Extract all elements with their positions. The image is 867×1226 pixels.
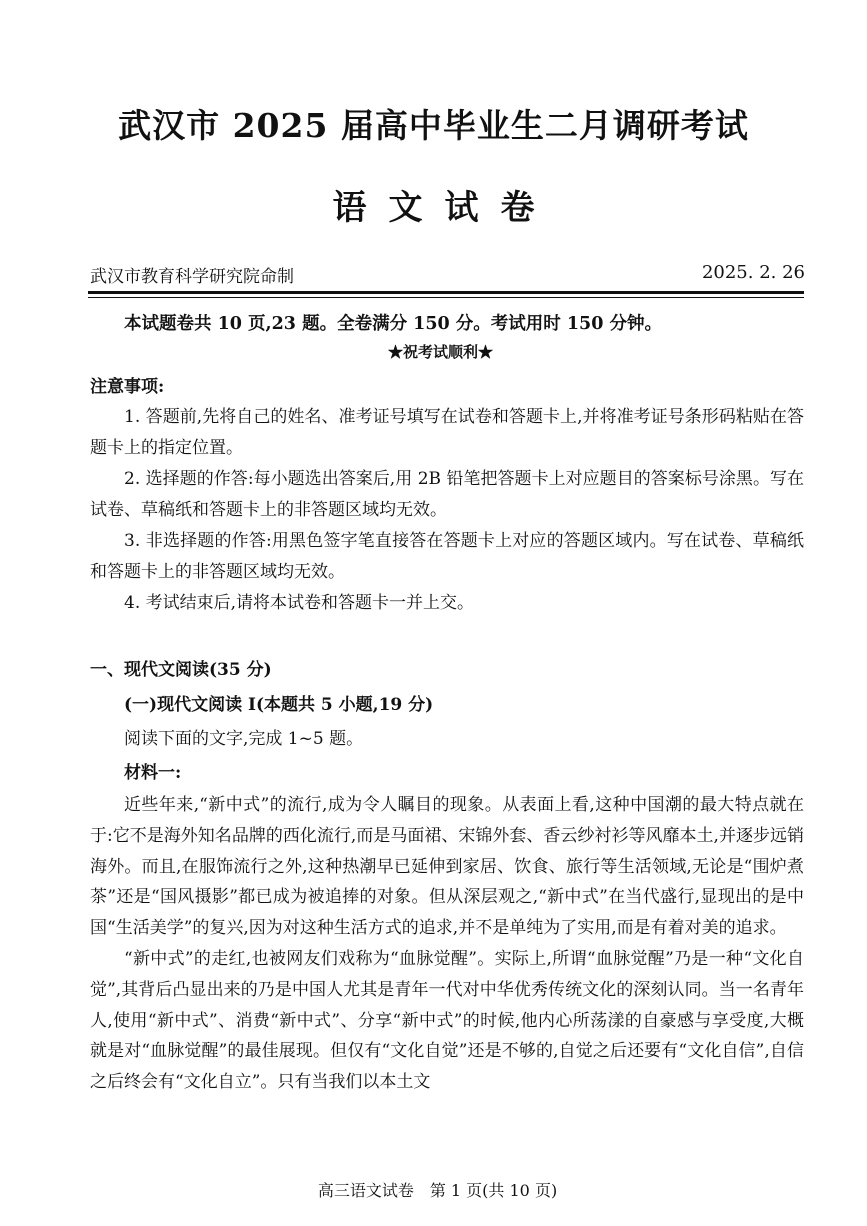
reading-instruction: 阅读下面的文字,完成 1~5 题。 bbox=[124, 729, 364, 749]
reading-passage bbox=[90, 790, 804, 1098]
notice-list bbox=[90, 402, 804, 619]
exam-subject-title: 语文试卷 bbox=[332, 188, 557, 228]
exam-summary: 本试题卷共 10 页,23 题。全卷满分 150 分。考试用时 150 分钟。 bbox=[124, 314, 663, 334]
notice-item: 2. 选择题的作答:每小题选出答案后,用 2B 铅笔把答题卡上对应题目的答案标号涂黑。写在试卷、草稿纸和答题卡上的非答题区域均无效。 bbox=[90, 469, 804, 520]
notice-item: 4. 考试结束后,请将本试卷和答题卡一并上交。 bbox=[124, 593, 475, 613]
subsection-heading: (一)现代文阅读 I(本题共 5 小题,19 分) bbox=[124, 695, 434, 715]
passage-paragraph: “新中式”的走红,也被网友们戏称为“血脉觉醒”。实际上,所谓“血脉觉醒”乃是一种“文化自觉”,其背后凸显出来的乃是中国人尤其是青年一代对中华优秀传统文化的深刻认同。当一名青年人,使用“新中式”、消费“新中式”、分享“新中式”的时候,他内心所荡漾的自豪感与享受度,大概就是对“血脉觉醒”的最佳展现。但仅有“文化自觉”还是不够的,自觉之后还要有“文化自信”,自信之后终会有“文化自立”。只有当我们以本土文 bbox=[90, 948, 804, 1093]
header-rule-thin bbox=[88, 297, 804, 298]
notice-item: 3. 非选择题的作答:用黑色签字笔直接答在答题卡上对应的答题区域内。写在试卷、草稿纸和答题卡上的非答题区域均无效。 bbox=[90, 531, 804, 582]
page-footer: 高三语文试卷 第 1 页(共 10 页) bbox=[317, 1181, 558, 1200]
issuer-text: 武汉市教育科学研究院命制 bbox=[90, 267, 294, 287]
exam-date: 2025. 2. 26 bbox=[701, 262, 805, 283]
header-rule-thick bbox=[88, 291, 804, 294]
blessing-line: ★祝考试顺利★ bbox=[387, 343, 493, 361]
section-heading: 一、现代文阅读(35 分) bbox=[90, 660, 272, 680]
exam-title: 武汉市 2025 届高中毕业生二月调研考试 bbox=[118, 106, 749, 145]
notice-item: 1. 答题前,先将自己的姓名、准考证号填写在试卷和答题卡上,并将准考证号条形码粘贴在答题卡上的指定位置。 bbox=[90, 407, 804, 458]
material-label: 材料一: bbox=[124, 763, 182, 783]
passage-paragraph: 近些年来,“新中式”的流行,成为令人瞩目的现象。从表面上看,这种中国潮的最大特点就在于:它不是海外知名品牌的西化流行,而是马面裙、宋锦外套、香云纱衬衫等风靡本土,并逐步远销海外。而且,在服饰流行之外,这种热潮早已延伸到家居、饮食、旅行等生活领域,无论是“围炉煮茶”还是“国风摄影”都已成为被追捧的对象。但从深层观之,“新中式”在当代盛行,显现出的是中国“生活美学”的复兴,因为对这种生活方式的追求,并不是单纯为了实用,而是有着对美的追求。 bbox=[90, 795, 804, 939]
notice-heading: 注意事项: bbox=[90, 377, 165, 397]
